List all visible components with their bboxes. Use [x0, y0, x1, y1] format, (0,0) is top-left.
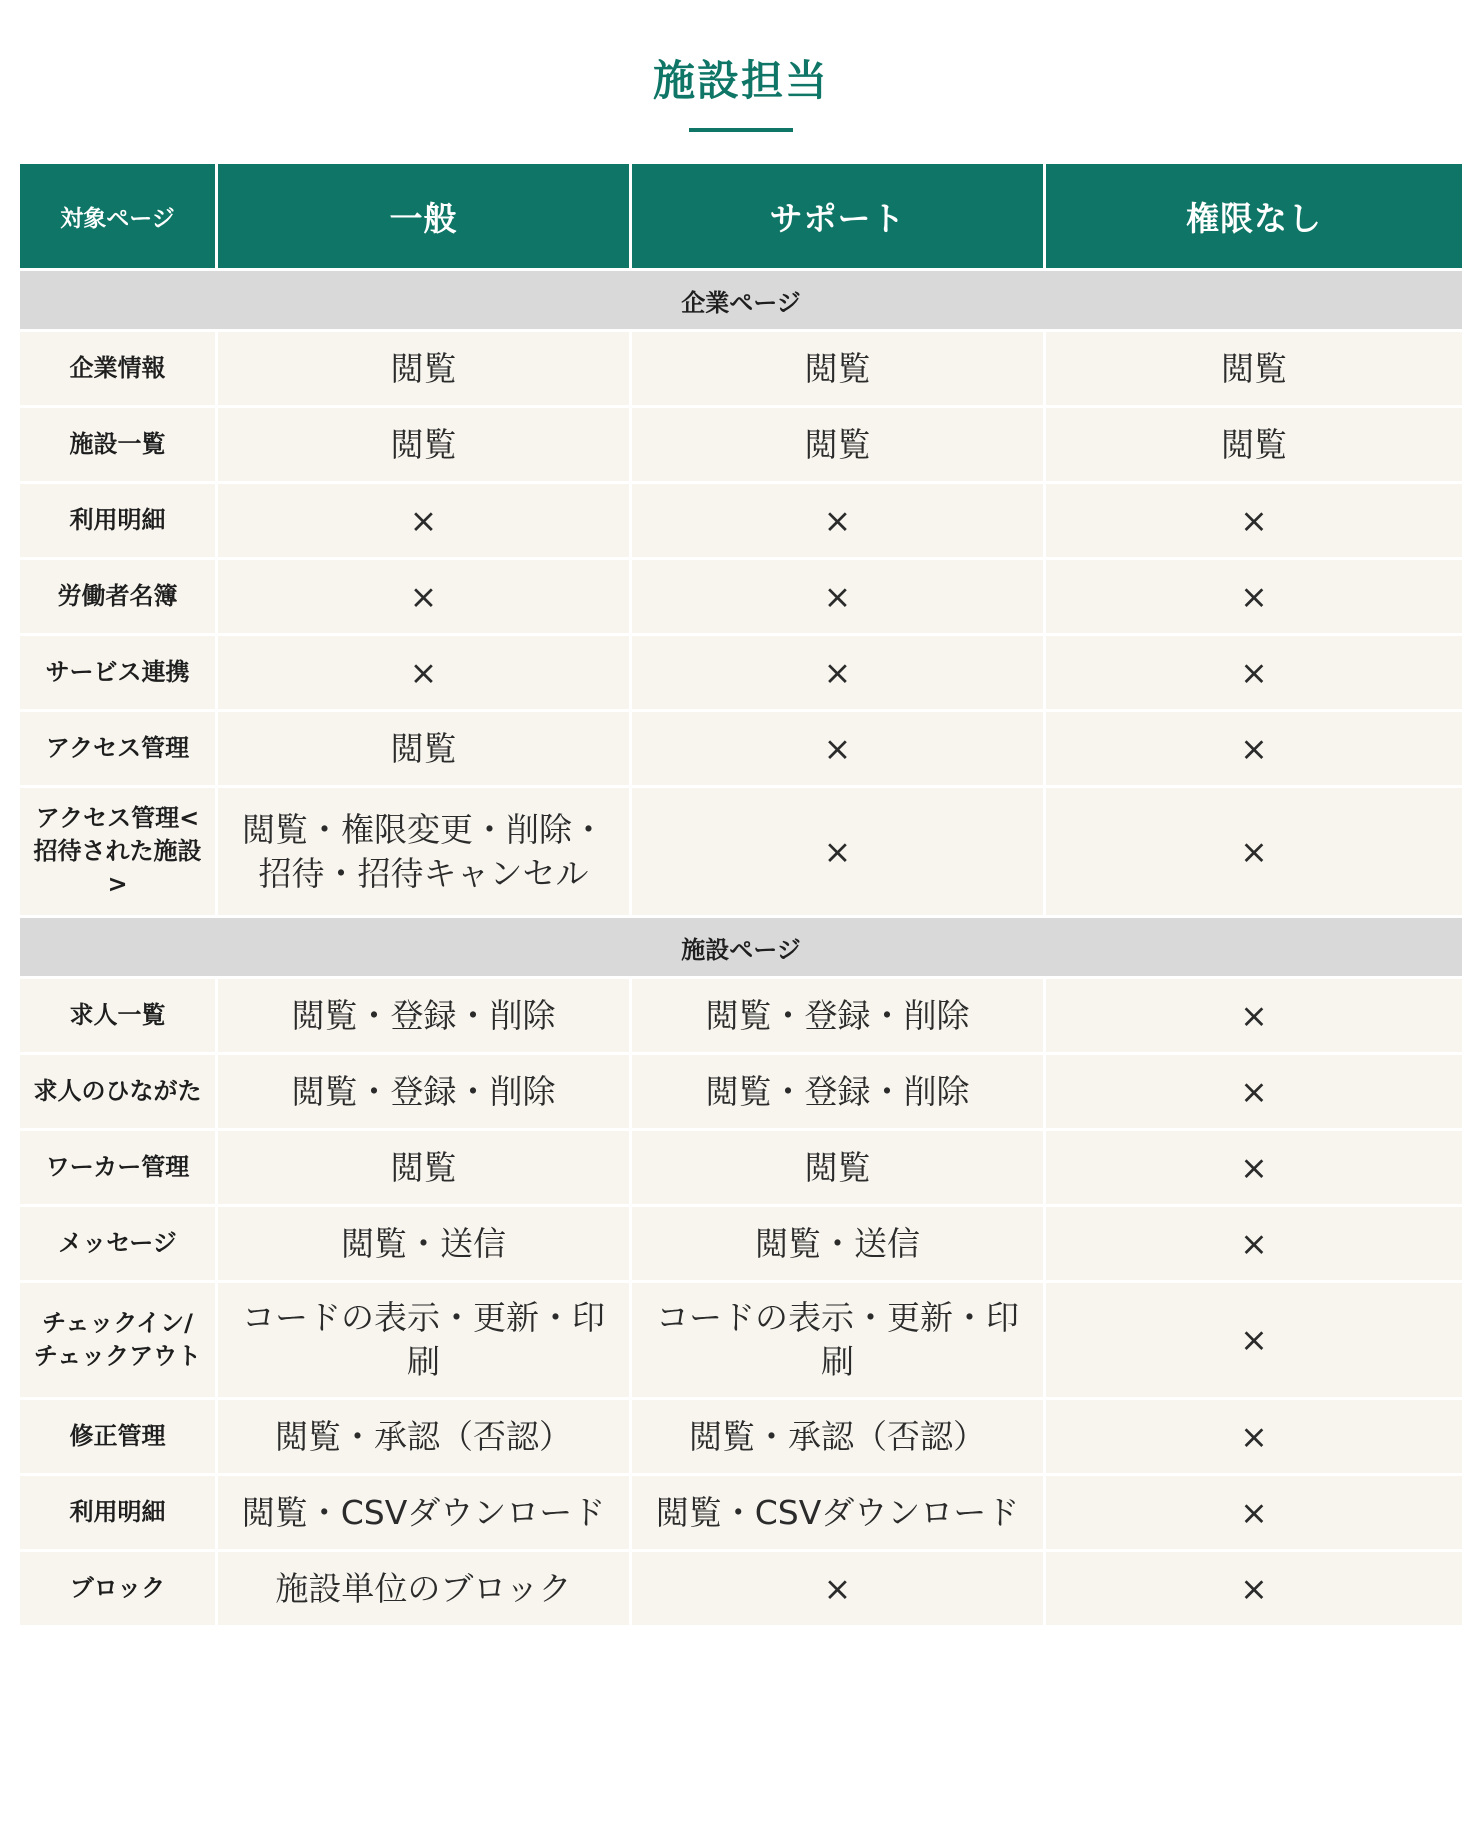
- cell-support: 閲覧: [632, 329, 1046, 405]
- cell-support: ×: [632, 709, 1046, 785]
- section-title: 企業ページ: [20, 268, 1462, 329]
- row-label: メッセージ: [20, 1204, 218, 1280]
- cell-none: ×: [1046, 709, 1462, 785]
- cell-none: ×: [1046, 1549, 1462, 1625]
- row-label: アクセス管理: [20, 709, 218, 785]
- page-title: 施設担当: [652, 56, 829, 105]
- cell-support: 閲覧・CSVダウンロード: [632, 1473, 1046, 1549]
- cell-support: ×: [632, 785, 1046, 915]
- cell-general: 閲覧: [218, 329, 632, 405]
- cell-none: ×: [1046, 1204, 1462, 1280]
- cell-support: 閲覧・承認（否認）: [632, 1397, 1046, 1473]
- row-label: 施設一覧: [20, 405, 218, 481]
- cell-support: 閲覧・送信: [632, 1204, 1046, 1280]
- row-label: 利用明細: [20, 1473, 218, 1549]
- table-row: [20, 709, 1462, 785]
- cell-general: 閲覧・CSVダウンロード: [218, 1473, 632, 1549]
- permission-table: [20, 164, 1462, 1625]
- cell-general: 施設単位のブロック: [218, 1549, 632, 1625]
- cell-none: 閲覧: [1046, 405, 1462, 481]
- cell-none: ×: [1046, 1128, 1462, 1204]
- cell-none: 閲覧: [1046, 329, 1462, 405]
- table-row: [20, 1280, 1462, 1397]
- cell-none: ×: [1046, 481, 1462, 557]
- table-row: [20, 1549, 1462, 1625]
- row-label: 利用明細: [20, 481, 218, 557]
- cell-general: 閲覧・登録・削除: [218, 976, 632, 1052]
- cell-support: ×: [632, 633, 1046, 709]
- table-row: [20, 481, 1462, 557]
- section-row-facility: [20, 915, 1462, 976]
- table-row: [20, 405, 1462, 481]
- cell-none: ×: [1046, 1052, 1462, 1128]
- cell-general: 閲覧: [218, 405, 632, 481]
- table-row: [20, 557, 1462, 633]
- table-row: [20, 1397, 1462, 1473]
- cell-none: ×: [1046, 976, 1462, 1052]
- row-label: アクセス管理<招待された施設>: [20, 785, 218, 915]
- section-row-company: [20, 268, 1462, 329]
- cell-general: 閲覧・登録・削除: [218, 1052, 632, 1128]
- header-role-none: 権限なし: [1046, 164, 1462, 268]
- table-row: [20, 1052, 1462, 1128]
- cell-support: ×: [632, 481, 1046, 557]
- cell-support: 閲覧・登録・削除: [632, 1052, 1046, 1128]
- row-label: サービス連携: [20, 633, 218, 709]
- row-label: ブロック: [20, 1549, 218, 1625]
- cell-general: 閲覧: [218, 1128, 632, 1204]
- cell-general: コードの表示・更新・印刷: [218, 1280, 632, 1397]
- cell-support: 閲覧・登録・削除: [632, 976, 1046, 1052]
- section-title: 施設ページ: [20, 915, 1462, 976]
- table-row: [20, 785, 1462, 915]
- header-target-page: 対象ページ: [20, 164, 218, 268]
- title-underline: [689, 128, 793, 132]
- table-row: [20, 633, 1462, 709]
- cell-support: 閲覧: [632, 405, 1046, 481]
- cell-general: 閲覧・承認（否認）: [218, 1397, 632, 1473]
- table-row: [20, 976, 1462, 1052]
- title-block: [0, 40, 1482, 132]
- cell-general: ×: [218, 481, 632, 557]
- table-row: [20, 1473, 1462, 1549]
- cell-general: ×: [218, 633, 632, 709]
- table-header-row: [20, 164, 1462, 268]
- row-label: 求人一覧: [20, 976, 218, 1052]
- cell-none: ×: [1046, 1397, 1462, 1473]
- cell-none: ×: [1046, 785, 1462, 915]
- cell-general: ×: [218, 557, 632, 633]
- table-row: [20, 1128, 1462, 1204]
- cell-general: 閲覧: [218, 709, 632, 785]
- row-label: 修正管理: [20, 1397, 218, 1473]
- cell-general: 閲覧・権限変更・削除・招待・招待キャンセル: [218, 785, 632, 915]
- cell-support: コードの表示・更新・印刷: [632, 1280, 1046, 1397]
- header-role-general: 一般: [218, 164, 632, 268]
- row-label: 労働者名簿: [20, 557, 218, 633]
- cell-none: ×: [1046, 1280, 1462, 1397]
- cell-support: ×: [632, 557, 1046, 633]
- cell-none: ×: [1046, 557, 1462, 633]
- cell-support: ×: [632, 1549, 1046, 1625]
- header-role-support: サポート: [632, 164, 1046, 268]
- cell-support: 閲覧: [632, 1128, 1046, 1204]
- cell-none: ×: [1046, 633, 1462, 709]
- row-label: 企業情報: [20, 329, 218, 405]
- row-label: 求人のひながた: [20, 1052, 218, 1128]
- row-label: チェックイン/チェックアウト: [20, 1280, 218, 1397]
- table-row: [20, 1204, 1462, 1280]
- cell-none: ×: [1046, 1473, 1462, 1549]
- table-row: [20, 329, 1462, 405]
- row-label: ワーカー管理: [20, 1128, 218, 1204]
- cell-general: 閲覧・送信: [218, 1204, 632, 1280]
